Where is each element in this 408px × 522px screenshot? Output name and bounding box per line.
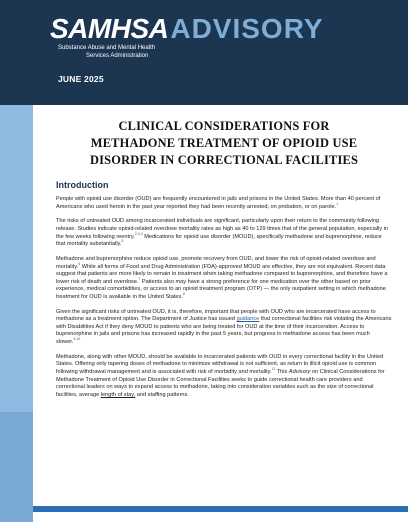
p2-ref-b: 5 (121, 239, 124, 244)
p4-text-a: Given the significant risks of untreated OUD, it is, therefore, important that people with OUD who are incarcerated have access to methadone as a treatment option. The Department of Justice has issued (56, 308, 376, 323)
agency-line-2: Services Administration (86, 53, 149, 59)
p3-text-b: While all forms of Food and Drug Administration (FDA)-approved MOUD are effective, they are not equivalent. Recent data suggest that patients are more likely to remain in treatment when taking methadone compared to buprenorphine, and therefore have a lower risk of death and overdose. (56, 263, 388, 285)
p3-ref-b: 7 (138, 276, 141, 281)
p2-ref-a: 2,3,4 (134, 231, 143, 236)
p5-text-a: Methadone, along with other MOUD, should be available to incarcerated patients with OUD in every correctional facility in the United States. Offering only tapering doses of methadone to minimize withdrawal is not sufficient, as return to illicit opioid use is common following withdrawal management and is associated with risk of morbidity and mortality. (56, 353, 384, 376)
bottom-accent-bar (33, 506, 408, 512)
p5-text-b: This (275, 369, 289, 376)
p4-ref-b: 9,10 (73, 337, 81, 342)
p5-ref-a: 11 (271, 367, 276, 372)
title-line-2: METHADONE TREATMENT OF OPIOID USE (90, 136, 358, 150)
publication-date: JUNE 2025 (58, 74, 104, 84)
p5-text-d: and staffing patterns. (135, 391, 189, 398)
advisory-header (0, 0, 408, 105)
p3-text-a: Methadone and buprenorphine reduce opioid use, promote recovery from OUD, and lower the risk of opioid-related overdose and mortality. (56, 255, 376, 270)
p5-text-c: on Clinical Considerations for Methadone Treatment of Opioid Use Disorder in Correctional Facilities seeks to guide correctional health care providers and correctional leaders on ways to expand access to methadone, taking into consideration variables such as the size of correctional facilities, average (56, 369, 385, 398)
document-body (56, 118, 392, 407)
p4-text-b: that correctional facilities risk violating the Americans with Disabilities Act if they deny MOUD to patients who are being treated for OUD at the time of their incarceration. Access to buprenorphine in jails and prisons has increased rapidly in the past 5 years, but progress in methadone access has been much slower. (56, 316, 392, 346)
p1-ref: 1 (336, 201, 339, 206)
p5-italic-advisory: Advisory (288, 369, 311, 376)
brand-samhsa: SAMHSA (50, 13, 169, 44)
left-accent-strip-lower (0, 412, 33, 522)
paragraph-5 (56, 354, 392, 400)
p2-text-b: Medications for opioid use disorder (MOUD), specifically methadone and buprenorphine, reduce that mortality substantially. (56, 233, 382, 248)
paragraph-1 (56, 196, 392, 211)
paragraph-2 (56, 218, 392, 248)
paragraph-3 (56, 256, 392, 302)
p3-ref-a: 6 (78, 261, 81, 266)
samhsa-advisory-logo (50, 14, 324, 44)
p1-text: People with opioid use disorder (OUD) are frequently encountered in jails and prisons in the United States. More than 40 percent of Americans who used heroin in the past year reported they had been recently arrested, on probation, or on parole. (56, 196, 381, 210)
agency-line-1: Substance Abuse and Mental Health (58, 45, 156, 51)
section-heading-introduction: Introduction (56, 180, 109, 190)
brand-advisory: ADVISORY (170, 13, 324, 44)
document-title (56, 118, 392, 169)
guidance-link[interactable]: guidance (236, 316, 260, 323)
p3-ref-c: 8 (182, 292, 185, 297)
paragraph-4 (56, 309, 392, 347)
length-of-stay-underlined: length of stay, (100, 391, 136, 398)
title-line-3: DISORDER IN CORRECTIONAL FACILITIES (89, 153, 359, 167)
agency-name (58, 44, 258, 60)
p3-text-c: Patients also may have a strong preference for one medication over the other based on prior experience, medical comorbidities, or access to an opioid treatment program (OTP) — the only outpatient setting in which methadone treatment for OUD is available in the United States. (56, 278, 386, 300)
p2-text-a: The risks of untreated OUD among incarcerated individuals are significant, particularly upon their return to the community following release. Studies indicate opioid-related overdose mortality rates as high as 40 to 129 times that of the general population, especially in the few weeks following reentry. (56, 218, 389, 240)
title-line-1: CLINICAL CONSIDERATIONS FOR (118, 119, 330, 133)
